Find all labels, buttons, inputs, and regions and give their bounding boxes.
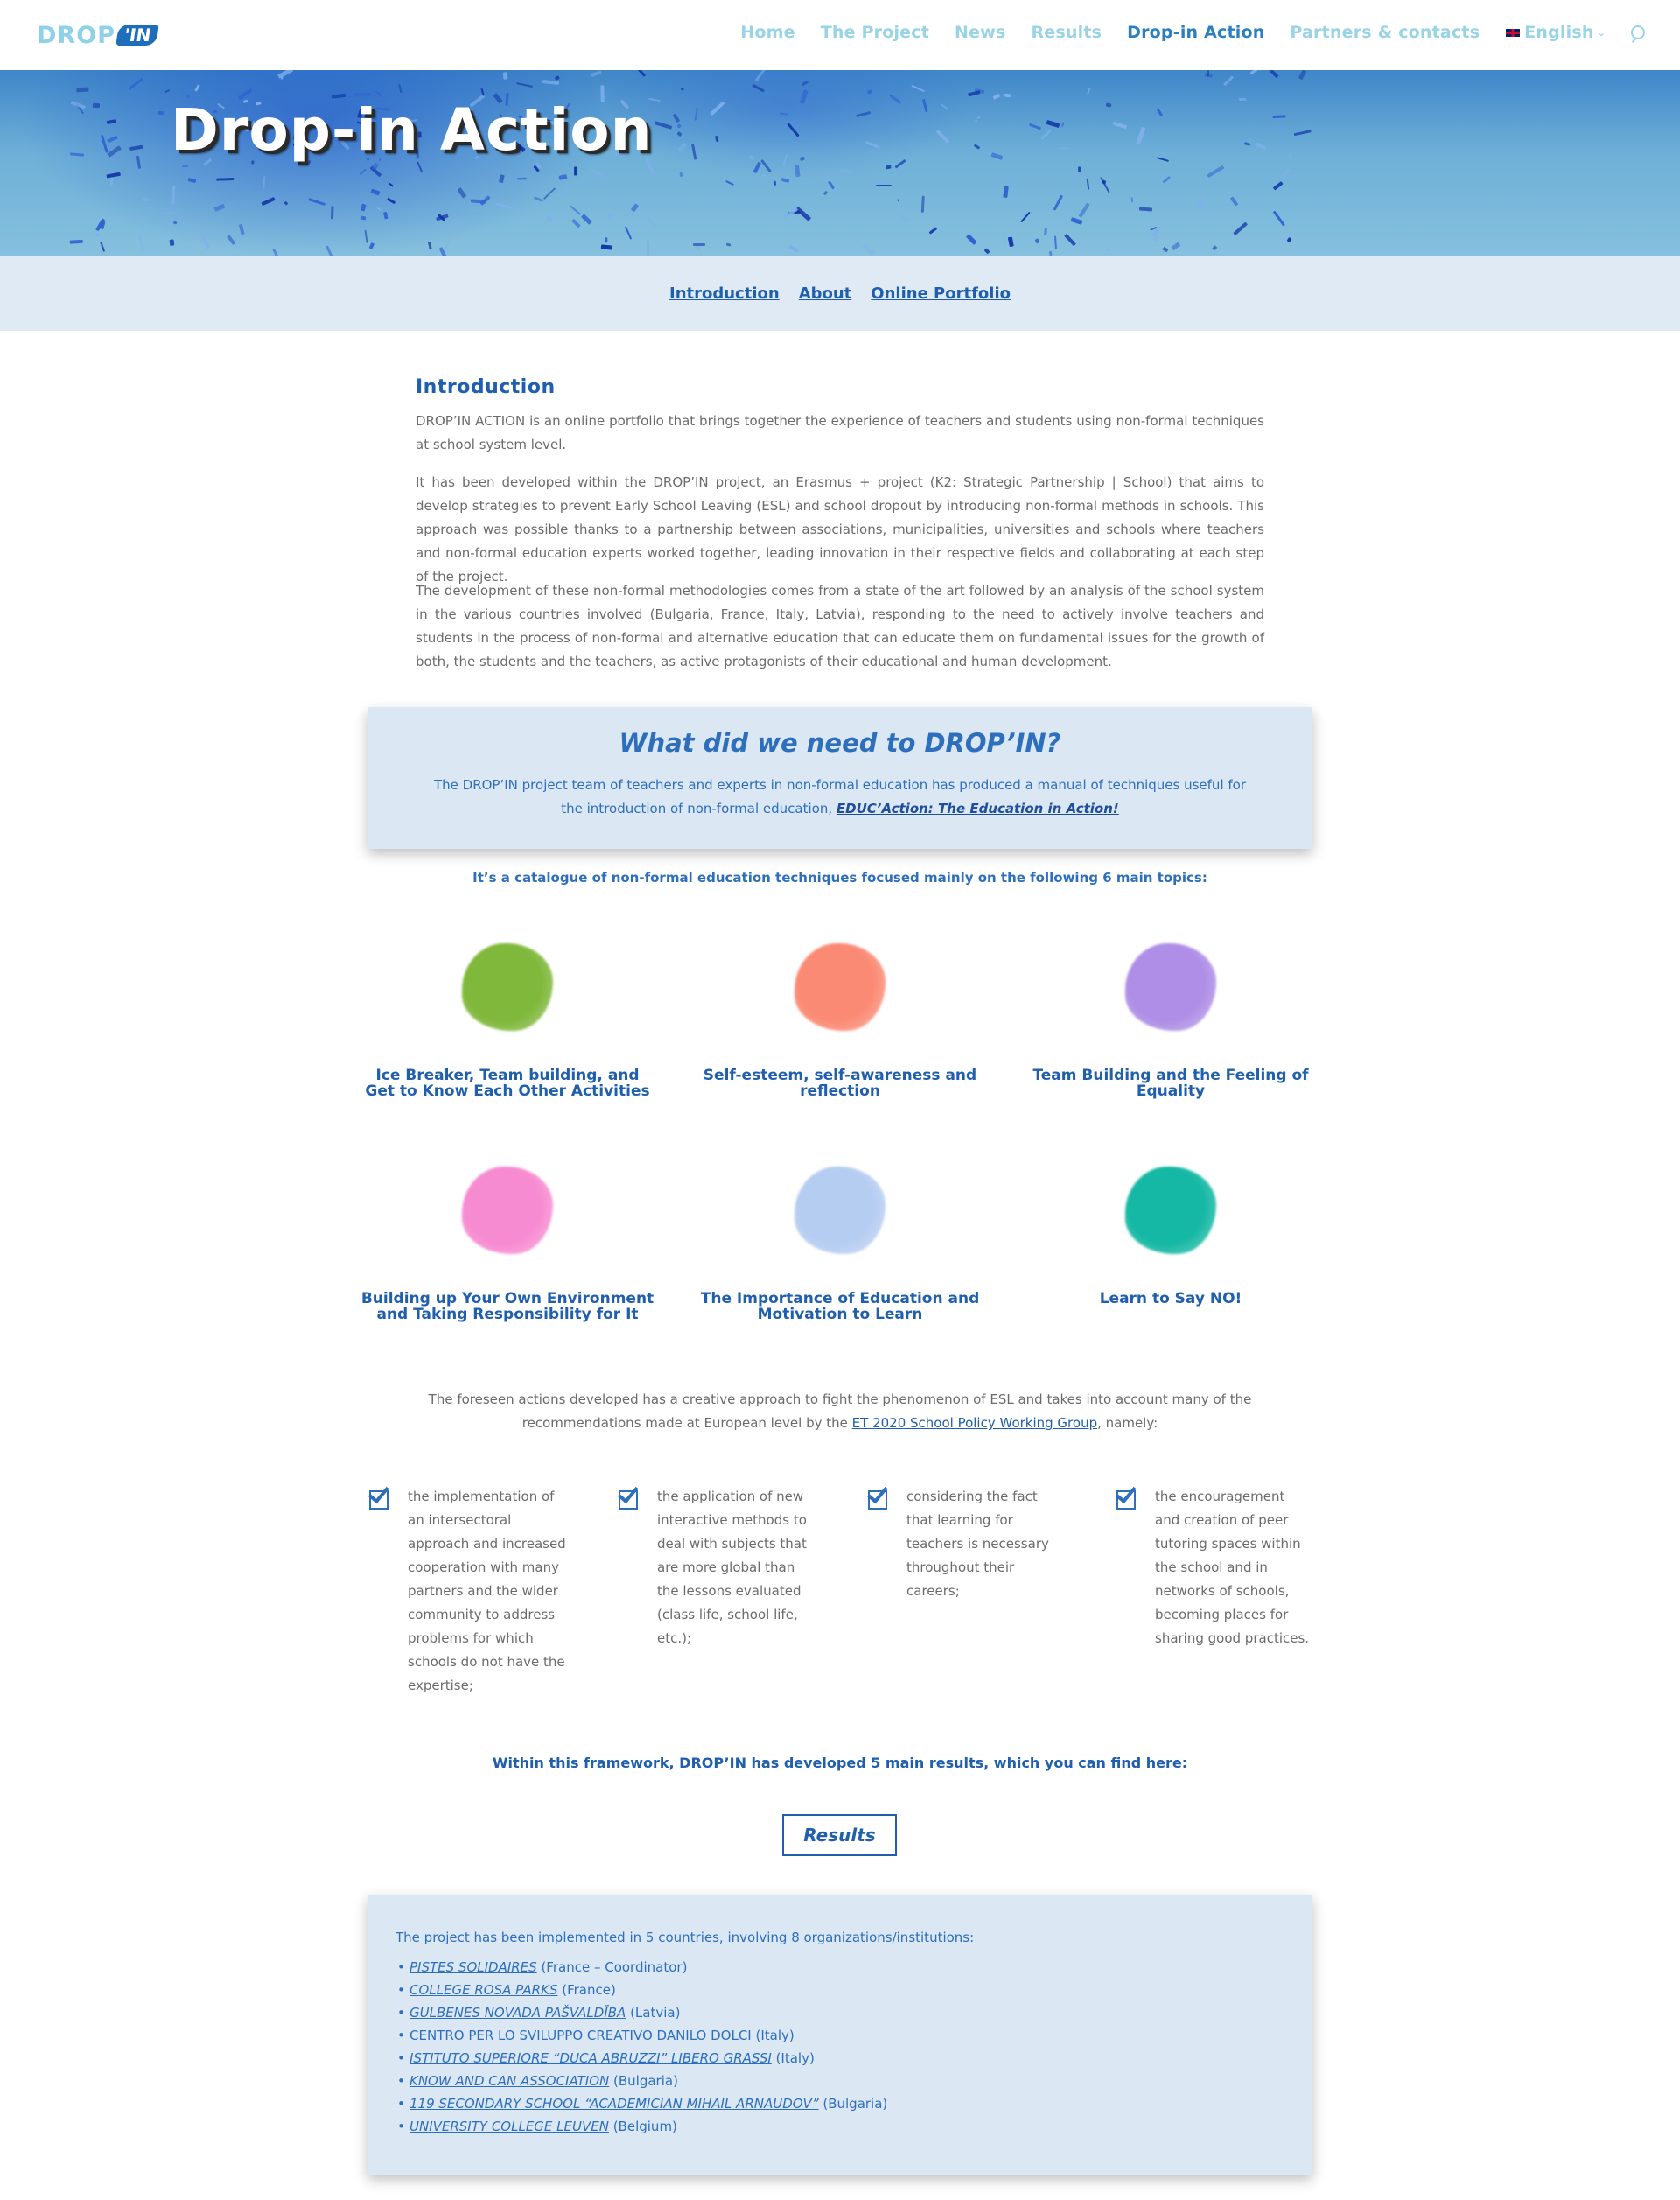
- partner-country: (France): [557, 1982, 616, 1998]
- site-logo[interactable]: [37, 19, 158, 51]
- partner-country: (France – Coordinator): [536, 1959, 688, 1975]
- checkbox-icon: [619, 1485, 645, 1511]
- partner-item: [396, 2001, 1284, 2024]
- framework-text: Within this framework, DROP’IN has developed 5 main results, which you can find here:: [492, 1755, 1188, 1771]
- partner-name[interactable]: KNOW AND CAN ASSOCIATION: [410, 2073, 610, 2089]
- foreseen-text-after: , namely:: [1097, 1415, 1158, 1431]
- language-label: English: [1524, 23, 1594, 42]
- topic-label: Learn to Say NO!: [1099, 1290, 1242, 1307]
- intro-paragraph-3: The development of these non-formal methodologies comes from a state of the art followed by an analysis of the school system in the various countries involved (Bulgaria, France, Italy, Latvia), responding to the need to actively involve teachers and students in the process of non-formal and alternative education that can educate them on fundamental issues for the growth of both, the students and the teachers, as active protagonists of their educational and human development.: [416, 583, 1264, 669]
- section-subnav: [0, 256, 1680, 331]
- purple-brush-blob: [1125, 943, 1216, 1031]
- recommendation-text: considering the fact that learning for teachers is necessary throughout their careers;: [906, 1489, 1049, 1599]
- partner-name[interactable]: PISTES SOLIDAIRES: [410, 1959, 537, 1975]
- recommendation-item: [619, 1485, 846, 1650]
- partner-name[interactable]: COLLEGE ROSA PARKS: [410, 1982, 558, 1998]
- partner-item: [396, 2047, 1284, 2070]
- need-box-text: [433, 774, 1247, 821]
- recommendation-text: the encouragement and creation of peer tutoring spaces within the school and in networks of schools, becoming places for sharing good practices.: [1155, 1489, 1310, 1646]
- topic-label: Self-esteem, self-awareness and reflection: [703, 1067, 977, 1100]
- partner-item: [396, 2024, 1284, 2047]
- educaction-link[interactable]: EDUC’Action: The Education in Action!: [836, 801, 1119, 816]
- partner-country: (Italy): [771, 2050, 815, 2066]
- nav-partners-contacts[interactable]: Partners & contacts: [1290, 23, 1480, 42]
- intro-paragraph-1: DROP’IN ACTION is an online portfolio that brings together the experience of teachers and students using non-formal techniques at school system level.: [416, 413, 1264, 452]
- topic-card: [1022, 1167, 1320, 1307]
- checkbox-icon: [1116, 1485, 1143, 1511]
- topic-card: [691, 1167, 989, 1322]
- need-box-title: What did we need to DROP’IN?: [619, 728, 1061, 758]
- nav-results[interactable]: Results: [1031, 23, 1102, 42]
- partner-country: (Belgium): [608, 2119, 677, 2134]
- nav-home[interactable]: Home: [740, 23, 795, 42]
- subnav-online-portfolio[interactable]: Online Portfolio: [871, 284, 1011, 303]
- need-box: [368, 707, 1312, 849]
- foreseen-text-before: The foreseen actions developed has a creative approach to fight the phenomenon of ESL and takes into account many of the recommendations made at European level by the: [428, 1391, 1252, 1431]
- hero-banner: [0, 70, 1680, 256]
- foreseen-text: [402, 1388, 1278, 1435]
- nav-news[interactable]: News: [955, 23, 1006, 42]
- recommendation-item: [369, 1485, 597, 1698]
- partner-country: (Latvia): [626, 2005, 681, 2021]
- partner-item: [396, 1979, 1284, 2001]
- partner-name: CENTRO PER LO SVILUPPO CREATIVO DANILO DOLCI: [410, 2028, 752, 2043]
- results-button[interactable]: Results: [782, 1814, 897, 1856]
- partner-item: [396, 2092, 1284, 2115]
- partner-item: [396, 2070, 1284, 2092]
- search-icon[interactable]: [1631, 25, 1645, 39]
- main-nav: [740, 23, 1645, 42]
- checkbox-icon: [369, 1485, 396, 1511]
- light-blue-brush-blob: [794, 1167, 886, 1254]
- topic-label: Building up Your Own Environment and Taking Responsibility for It: [360, 1290, 654, 1323]
- checkbox-icon: [868, 1485, 894, 1511]
- topic-label: Ice Breaker, Team building, and Get to Know Each Other Activities: [365, 1067, 650, 1100]
- recommendation-item: [1116, 1485, 1344, 1650]
- intro-heading: Introduction: [416, 376, 556, 398]
- page-title: Drop-in Action: [171, 96, 653, 164]
- topic-card: [1022, 943, 1320, 1099]
- partners-lead: The project has been implemented in 5 countries, involving 8 organizations/institutions:: [396, 1930, 975, 1945]
- nav-drop-in-action[interactable]: Drop-in Action: [1127, 23, 1265, 42]
- uk-flag-icon: [1505, 28, 1521, 38]
- partner-item: [396, 2115, 1284, 2138]
- partner-country: (Italy): [751, 2028, 794, 2043]
- partners-list: [396, 1956, 1284, 2138]
- partner-item: [396, 1956, 1284, 1979]
- chevron-down-icon: ⌄: [1597, 26, 1606, 39]
- catalogue-text: It’s a catalogue of non-formal education techniques focused mainly on the following 6 main topics:: [472, 870, 1208, 886]
- partner-name[interactable]: GULBENES NOVADA PAŠVALDĪBA: [410, 2005, 626, 2021]
- et2020-link[interactable]: ET 2020 School Policy Working Group: [851, 1415, 1098, 1431]
- partner-country: (Bulgaria): [818, 2096, 888, 2112]
- intro-paragraph-2: It has been developed within the DROP’IN project, an Erasmus + project (K2: Strategic Partnership | School) that aims to develop strategies to prevent Early School Leaving (ESL) and school dropout by introducing non-formal methods in schools. This approach was possible thanks to a partnership between associations, municipalities, universities and schools where teachers and non-formal education experts worked together, leading innovation in their respective fields and collaborating at each step of the project.: [416, 474, 1264, 585]
- topic-card: [691, 943, 989, 1099]
- topic-card: [359, 1167, 656, 1322]
- green-brush-blob: [462, 943, 553, 1031]
- topic-label: Team Building and the Feeling of Equality: [1032, 1067, 1309, 1100]
- coral-brush-blob: [794, 943, 886, 1031]
- nav-the-project[interactable]: The Project: [820, 23, 930, 42]
- partners-box: [368, 1895, 1312, 2175]
- partner-country: (Bulgaria): [609, 2073, 678, 2089]
- logo-in-badge: 'IN: [116, 25, 159, 46]
- subnav-introduction[interactable]: Introduction: [669, 284, 780, 303]
- need-box-text-before: The DROP’IN project team of teachers and experts in non-formal education has produced a manual of techniques useful for the introduction of non-formal education,: [433, 777, 1246, 816]
- logo-drop-text: DROP: [37, 21, 116, 49]
- partner-name[interactable]: ISTITUTO SUPERIORE “DUCA ABRUZZI” LIBERO GRASSI: [410, 2050, 772, 2066]
- topic-card: [359, 943, 656, 1099]
- subnav-about[interactable]: About: [798, 284, 852, 303]
- recommendation-text: the implementation of an intersectoral approach and increased cooperation with many partners and the wider community to address problems for which schools do not have the expertise;: [408, 1489, 566, 1693]
- pink-brush-blob: [462, 1167, 553, 1254]
- recommendation-item: [868, 1485, 1096, 1603]
- recommendation-text: the application of new interactive methods to deal with subjects that are more global than the lessons evaluated (class life, school life, etc.);: [657, 1489, 807, 1646]
- site-header: [0, 0, 1680, 70]
- partner-name[interactable]: UNIVERSITY COLLEGE LEUVEN: [410, 2119, 609, 2134]
- partner-name[interactable]: 119 SECONDARY SCHOOL “ACADEMICIAN MIHAIL ARNAUDOV”: [410, 2096, 819, 2112]
- topic-label: The Importance of Education and Motivation to Learn: [700, 1290, 980, 1323]
- language-switcher[interactable]: [1505, 23, 1606, 42]
- teal-brush-blob: [1125, 1167, 1216, 1254]
